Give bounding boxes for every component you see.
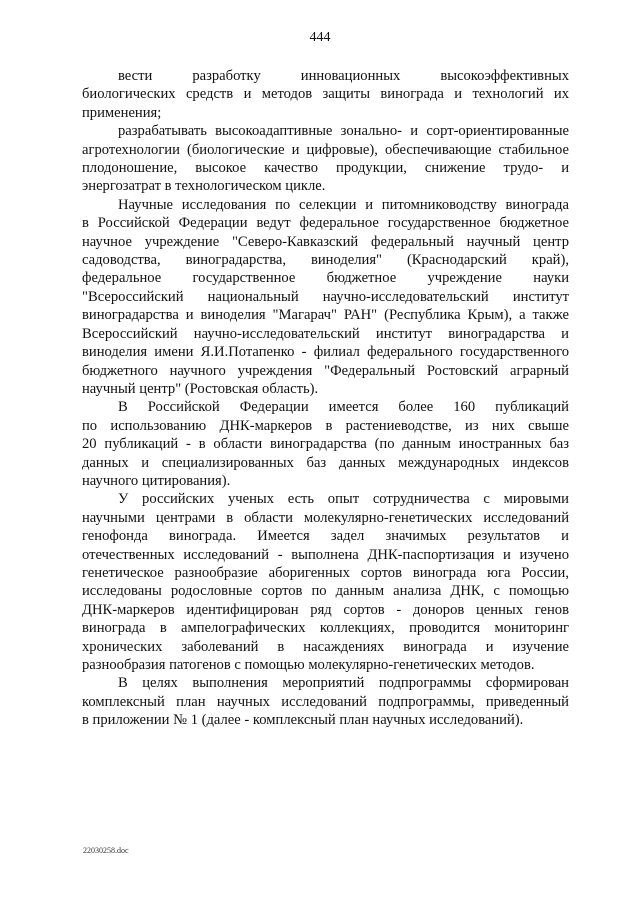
paragraph (82, 674, 569, 729)
text-line: энергозатрат в технологическом цикле. (82, 178, 326, 195)
text-line: в Российской Федерации ведут федеральное государственное бюджетное (82, 215, 569, 232)
text-line: исследованы родословные сортов по данным анализа ДНК, с помощью (82, 583, 569, 600)
text-line: по использованию ДНК-маркеров в растениеводстве, из них свыше (82, 417, 569, 434)
paragraph (82, 196, 569, 398)
text-line: плодоношение, высокое качество продукции, снижение трудо- и (82, 160, 569, 177)
paragraph (82, 67, 569, 122)
text-line: разнообразия патогенов с помощью молекулярно-генетических методов. (82, 657, 535, 673)
text-line: "Всероссийский национальный научно-исследовательский институт (82, 288, 569, 305)
text-line: комплексный план научных исследований подпрограммы, приведенный (82, 693, 569, 710)
footer-filename: 22030258.doc (83, 846, 129, 855)
text-line: биологических средств и методов защиты винограда и технологий их (82, 86, 569, 103)
body-text (82, 67, 569, 730)
text-line: разрабатывать высокоадаптивные зонально- и сорт-ориентированные (118, 123, 569, 140)
text-line: агротехнологии (биологические и цифровые), обеспечивающие стабильное (82, 141, 569, 158)
text-line: У российских ученых есть опыт сотрудничества с мировыми (118, 491, 569, 508)
text-line: ДНК-маркеров идентифицирован ряд сортов - доноров ценных генов (82, 601, 569, 618)
text-line: применения; (82, 104, 162, 121)
text-line: федеральное государственное бюджетное учреждение науки (82, 270, 569, 287)
text-line: хронических заболеваний в насаждениях винограда и изучение (82, 638, 569, 655)
text-line: В целях выполнения мероприятий подпрограммы сформирован (118, 675, 569, 692)
text-line: Всероссийский научно-исследовательский институт виноградарства и (82, 325, 569, 342)
text-line: В Российской Федерации имеется более 160 публикаций (118, 399, 569, 416)
page-number: 444 (309, 30, 331, 45)
text-line: Научные исследования по селекции и питомниководству винограда (118, 196, 569, 213)
text-line: отечественных исследований - выполнена ДНК-паспортизация и изучено (82, 546, 569, 563)
text-line: в приложении № 1 (далее - комплексный план научных исследований). (82, 712, 524, 729)
paragraph (82, 122, 569, 196)
paragraph (82, 398, 569, 490)
text-line: научное учреждение "Северо-Кавказский федеральный научный центр (82, 233, 569, 250)
text-line: генофонда винограда. Имеется задел значимых результатов и (82, 528, 569, 545)
text-line: виноградарства и виноделия "Магарач" РАН" (Республика Крым), а также (82, 307, 569, 324)
text-line: винограда в ампелографических коллекциях, проводится мониторинг (82, 620, 569, 637)
text-line: садоводства, виноградарства, виноделия" (Краснодарский край), (82, 252, 569, 269)
text-line: научными центрами в области молекулярно-генетических исследований (82, 509, 569, 526)
text-line: бюджетного научного учреждения "Федеральный Ростовский аграрный (82, 362, 569, 379)
paragraph (82, 490, 569, 674)
text-line: научный центр" (Ростовская область). (82, 380, 319, 397)
text-line: виноделия имени Я.И.Потапенко - филиал федерального государственного (82, 344, 569, 361)
text-line: вести разработку инновационных высокоэффективных (118, 68, 569, 84)
text-line: генетическое разнообразие аборигенных сортов винограда юга России, (82, 564, 569, 581)
text-line: данных и специализированных баз данных международных индексов (82, 454, 569, 471)
text-line: 20 публикаций - в области виноградарства (по данным иностранных баз (82, 436, 569, 453)
text-line: научного цитирования). (82, 472, 231, 489)
